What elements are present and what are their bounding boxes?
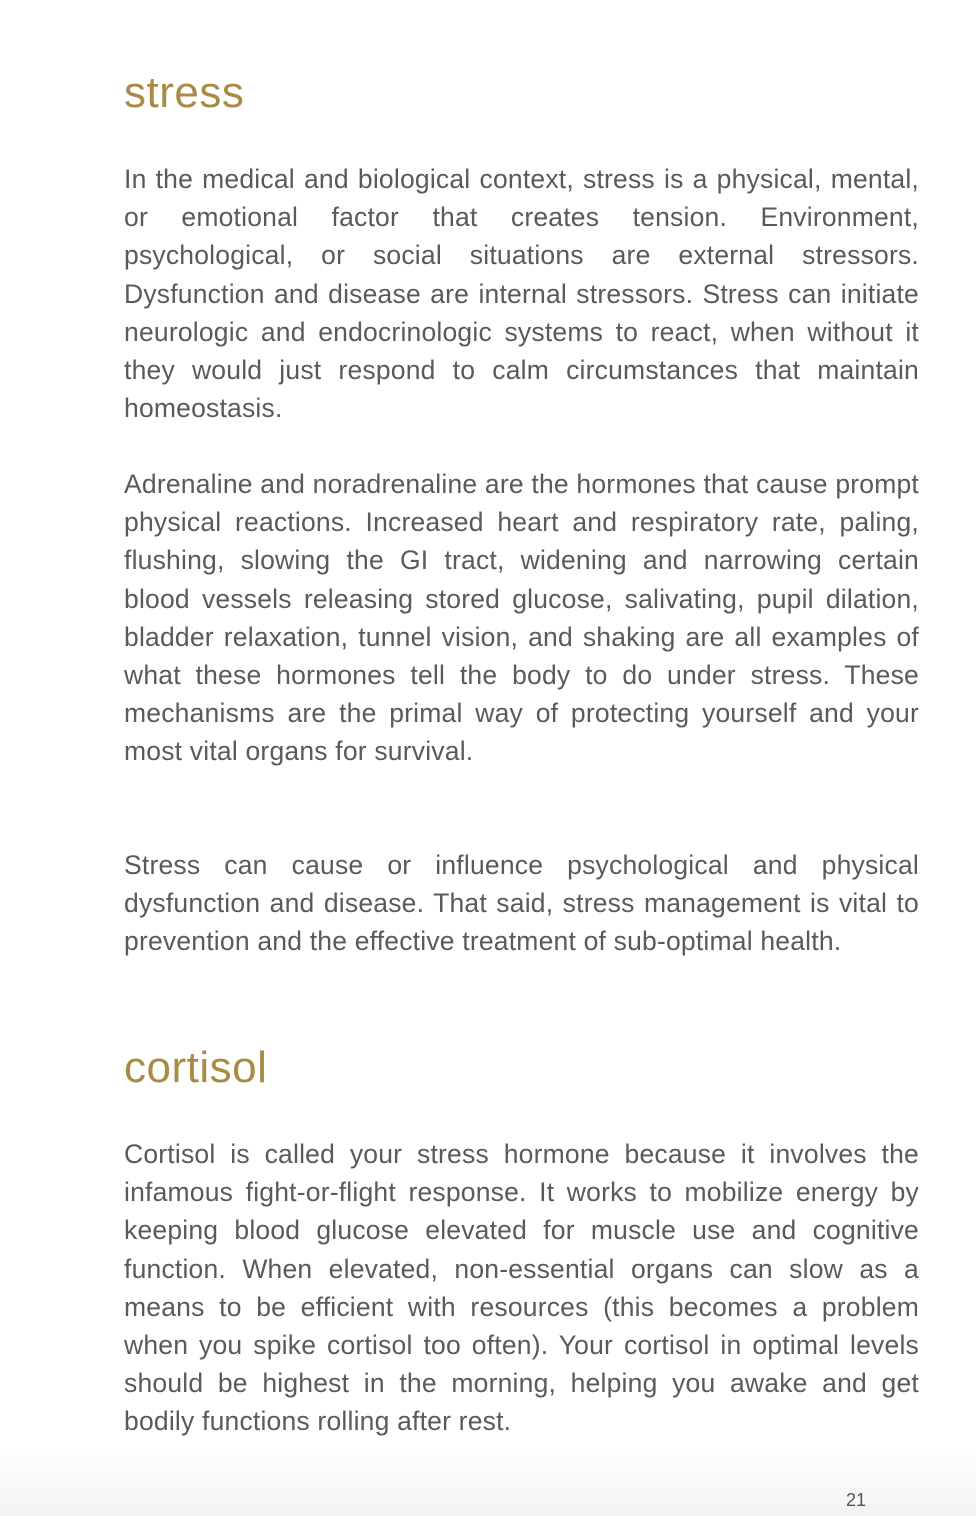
- paragraph-cortisol-definition: Cortisol is called your stress hormone because it involves the infamous fight-or-flight response. It works to mobilize energy by keeping blood glucose elevated for muscle use and cognitive function. When elevated, non-essential organs can slow as a means to be efficient with resources (this becomes a problem when you spike cortisol too often). Your cortisol in optimal levels should be highest in the morning, helping you awake and get bodily functions rolling after rest.: [124, 1139, 919, 1437]
- section-heading-stress: stress: [124, 68, 245, 117]
- section-heading-cortisol: cortisol: [124, 1043, 268, 1092]
- page-number: 21: [846, 1490, 867, 1510]
- paragraph-stress-hormones: Adrenaline and noradrenaline are the hormones that cause prompt physical reactions. Increased heart and respiratory rate, paling, flushing, slowing the GI tract, widening and narrowing certain blood vessels releasing stored glucose, salivating, pupil dilation, bladder relaxation, tunnel vision, and shaking are all examples of what these hormones tell the body to do under stress. These mechanisms are the primal way of protecting yourself and your most vital organs for survival.: [124, 469, 919, 767]
- paragraph-stress-management: Stress can cause or influence psychological and physical dysfunction and disease. That said, stress management is vital to prevention and the effective treatment of sub-optimal health.: [124, 850, 919, 957]
- page-footer: [0, 1446, 976, 1516]
- paragraph-stress-definition: In the medical and biological context, stress is a physical, mental, or emotional factor that creates tension. Environment, psychological, or social situations are external stressors. Dysfunction and disease are internal stressors. Stress can initiate neurologic and endocrinologic systems to react, when without it they would just respond to calm circumstances that maintain homeostasis.: [124, 164, 919, 424]
